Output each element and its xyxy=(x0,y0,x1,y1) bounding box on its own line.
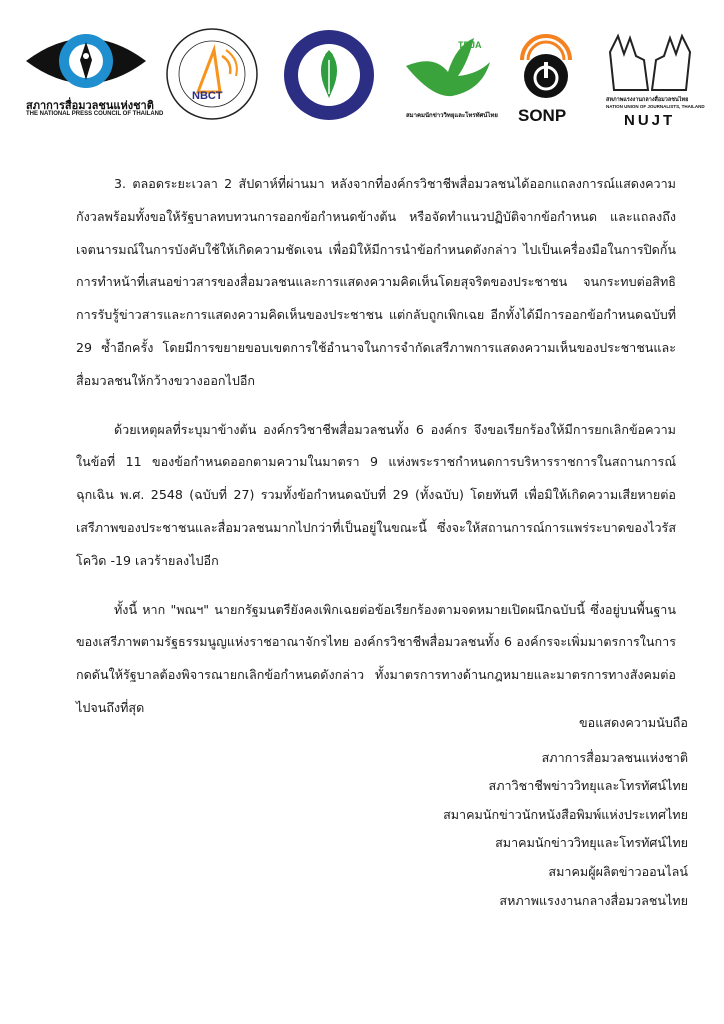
sonp-caption: SONP xyxy=(518,106,567,125)
raised-hands-icon xyxy=(604,30,696,94)
nbct-logo xyxy=(164,26,260,122)
signatory: สหภาพแรงงานกลางสื่อมวลชนไทย xyxy=(499,892,688,908)
npct-subcaption: THE NATIONAL PRESS COUNCIL OF THAILAND xyxy=(26,111,164,117)
power-button-icon xyxy=(514,26,578,102)
npct-caption: สภาการสื่อมวลชนแห่งชาติ xyxy=(26,100,154,112)
nujt-subcaption-en: NATION UNION OF JOURNALISTS, THAILAND xyxy=(606,104,705,109)
letter-body xyxy=(76,168,676,741)
closing-regards: ขอแสดงความนับถือ xyxy=(579,715,688,730)
signatory: สภาการสื่อมวลชนแห่งชาติ xyxy=(541,749,688,765)
nujt-logo xyxy=(604,30,705,134)
signatory: สภาวิชาชีพข่าววิทยุและโทรทัศน์ไทย xyxy=(488,778,688,794)
paragraph-3: 3. ตลอดระยะเวลา 2 สัปดาห์ที่ผ่านมา หลังจากที่องค์กรวิชาชีพสื่อมวลชนได้ออกแถลงการณ์แสดงความกังวลพร้อมทั้งขอให้รัฐบาลทบทวนการออกข้อกำหนดข้างต้น หรือจัดทำแนวปฏิบัติจากข้อกำหนด และแถลงถึงเจตนารมณ์ในการบังคับใช้ให้เกิดความชัดเจน เพื่อมิให้มีการนำข้อกำหนดดังกล่าว ไปเป็นเครื่องมือในการปิดกั้นการทำหน้าที่เสนอข่าวสารของสื่อมวลชนและการแสดงความคิดเห็นโดยสุจริตของประชาชน จนกระทบต่อสิทธิการรับรู้ข่าวสารและการแสดงความคิดเห็นของประชาชน แต่กลับถูกเพิกเฉย อีกทั้งได้มีการออกข้อกำหนดฉบับที่ 29 ซ้ำอีกครั้ง โดยมีการขยายขอบเขตการใช้อำนาจในการจำกัดเสรีภาพการแสดงความเห็นของประชาชนและสื่อมวลชนให้กว้างขวางออกไปอีก xyxy=(76,176,676,388)
tbja-caption: TBJA xyxy=(458,40,482,50)
tbja-logo xyxy=(404,36,496,126)
paragraph-demand: ด้วยเหตุผลที่ระบุมาข้างต้น องค์กรวิชาชีพสื่อมวลชนทั้ง 6 องค์กร จึงขอเรียกร้องให้มีการยกเลิกข้อความในข้อที่ 11 ของข้อกำหนดออกตามความในมาตรา 9 แห่งพระราชกำหนดการบริหารราชการในสถานการณ์ฉุกเฉิน พ.ศ. 2548 (ฉบับที่ 27) รวมทั้งข้อกำหนดฉบับที่ 29 (ทั้งฉบับ) โดยทันที เพื่อมิให้เกิดความเสียหายต่อเสรีภาพของประชาชนและสื่อมวลชนมากไปกว่าที่เป็นอยู่ในขณะนี้ ซึ่งจะให้สถานการณ์การแพร่ระบาดของไวรัสโควิด -19 เลวร้ายลงไปอีก xyxy=(76,421,676,568)
tbja-subcaption: สมาคมนักข่าววิทยุและโทรทัศน์ไทย xyxy=(406,113,498,119)
signature-block xyxy=(443,709,688,915)
nujt-subcaption: สหภาพแรงงานกลางสื่อมวลชนไทย xyxy=(606,97,689,103)
signatory: สมาคมนักข่าววิทยุและโทรทัศน์ไทย xyxy=(495,835,688,851)
thai-journalists-association-logo xyxy=(282,28,376,122)
pen-quill-emblem-icon xyxy=(282,28,376,122)
nbct-caption: NBCT xyxy=(192,90,223,102)
nujt-caption: NUJT xyxy=(624,112,676,129)
paragraph-warning: ทั้งนี้ หาก "พณฯ" นายกรัฐมนตรียังคงเพิกเฉยต่อข้อเรียกร้องตามจดหมายเปิดผนึกฉบับนี้ ซึ่งอยู่บนพื้นฐานของเสรีภาพตามรัฐธรรมนูญแห่งราชอาณาจักรไทย องค์กรวิชาชีพสื่อมวลชนทั้ง 6 องค์กรจะเพิ่มมาตรการในการกดดันให้รัฐบาลต้องพิจารณายกเลิกข้อกำหนดดังกล่าว ทั้งมาตรการทางด้านกฎหมายและมาตรการทางสังคมต่อไปจนถึงที่สุด xyxy=(76,601,676,715)
bird-emblem-icon xyxy=(404,36,496,106)
logo-header xyxy=(0,0,724,140)
signatory: สมาคมนักข่าวนักหนังสือพิมพ์แห่งประเทศไทย xyxy=(443,806,688,822)
eye-emblem-icon xyxy=(22,26,150,96)
sonp-logo xyxy=(514,26,578,130)
signatory: สมาคมผู้ผลิตข่าวออนไลน์ xyxy=(548,863,688,879)
national-press-council-logo xyxy=(22,26,164,126)
broadcast-tower-icon xyxy=(164,26,260,122)
